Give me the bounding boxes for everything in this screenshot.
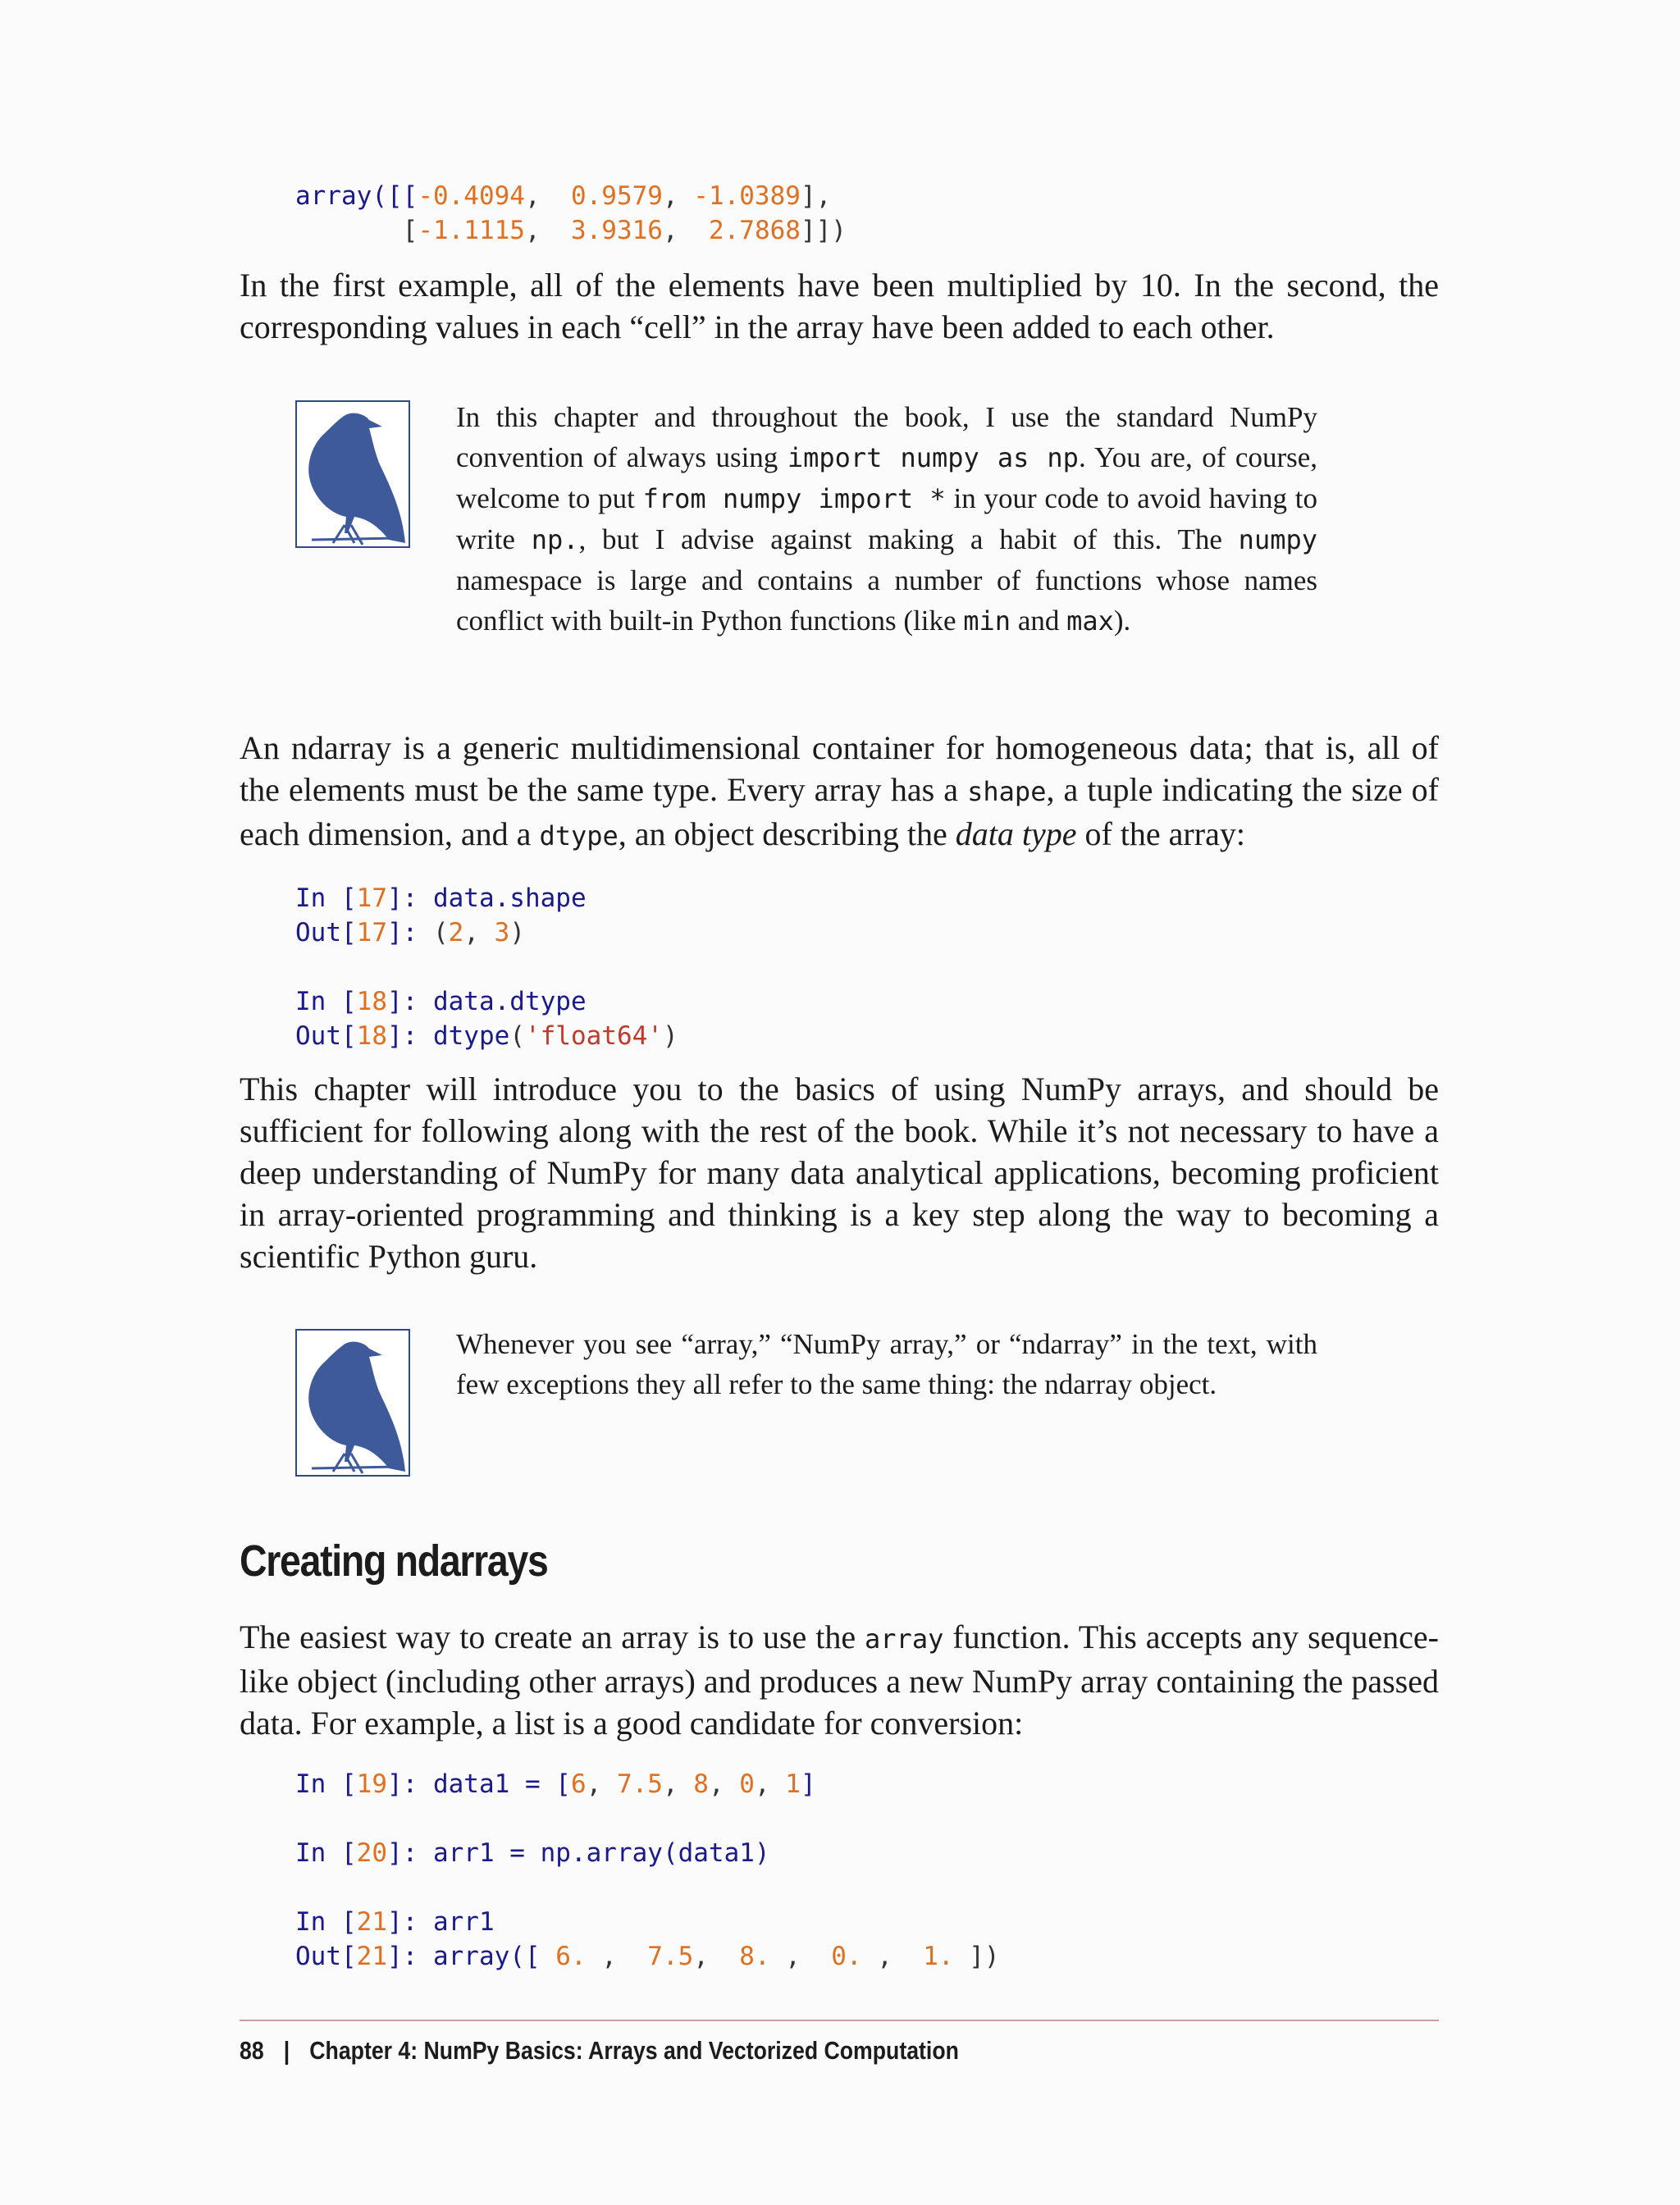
code-line: [-1.1115, 3.9316, 2.7868]]) (402, 216, 847, 245)
code-line: In [19]: data1 = [6, 7.5, 8, 0, 1] (295, 1769, 816, 1799)
footer-rule (240, 2020, 1439, 2021)
paragraph-ndarray: An ndarray is a generic multidimensional container for homogeneous data; that is, all of the elements must be the same type. Every array has a shape, a tuple indicating the size of each dimension, and a dtype, an object describing the data type of the array: (240, 729, 1440, 852)
code-line: In [20]: arr1 = np.array(data1) (295, 1838, 770, 1868)
code-line: Out[17]: (2, 3) (295, 918, 525, 947)
code-line: array([[-0.4094, 0.9579, -1.0389], (295, 181, 832, 211)
footer-divider: | (283, 2036, 290, 2065)
code-block-create-array (295, 1767, 1000, 1974)
tip-note-convention: In this chapter and throughout the book, I use the standard NumPy convention of always using import numpy as np. You are, of course, welcome to put from numpy import * in your code to avoid having to write np., but I advise against making a habit of this. The numpy namespace is large and contains a number of functions whose names conflict with built-in Python functions (like min and max). (456, 401, 1318, 637)
code-line: In [18]: data.dtype (295, 987, 587, 1016)
paragraph-examples: In the first example, all of the elements have been multiplied by 10. In the second, the corresponding values in each “cell” in the array have been added to each other. (240, 267, 1439, 345)
tip-bird-icon (295, 1329, 410, 1477)
page-footer (240, 2036, 959, 2066)
bird-icon (297, 402, 409, 546)
section-heading: Creating ndarrays (240, 1536, 548, 1586)
code-block-shape-dtype (295, 881, 678, 1053)
tip-bird-icon (295, 400, 410, 548)
paragraph-chapter-intro: This chapter will introduce you to the basics of using NumPy arrays, and should be sufficient for following along with the rest of the book. While it’s not necessary to have a deep understanding of NumPy for many data analytical applications, becoming proficient in array-oriented programming and thinking is a key step along the way to becoming a scientific Python guru. (240, 1071, 1439, 1275)
code-line: Out[21]: array([ 6. , 7.5, 8. , 0. , 1. ]) (295, 1942, 1000, 1971)
tip-note-ndarray: Whenever you see “array,” “NumPy array,” or “ndarray” in the text, with few exceptions they all refer to the same thing: the ndarray object. (456, 1328, 1317, 1400)
page-number: 88 (240, 2036, 264, 2065)
paragraph-creating: The easiest way to create an array is to use the array function. This accepts any sequence-like object (including other arrays) and produces a new NumPy array containing the passed data. For example, a list is a good candidate for conversion: (240, 1618, 1439, 1742)
chapter-title: Chapter 4: NumPy Basics: Arrays and Vectorized Computation (309, 2036, 959, 2065)
bird-icon (297, 1331, 409, 1475)
code-line: In [17]: data.shape (295, 883, 587, 913)
code-line: In [21]: arr1 (295, 1907, 495, 1937)
code-line: Out[18]: dtype('float64') (295, 1021, 678, 1051)
code-block-top (295, 179, 847, 248)
